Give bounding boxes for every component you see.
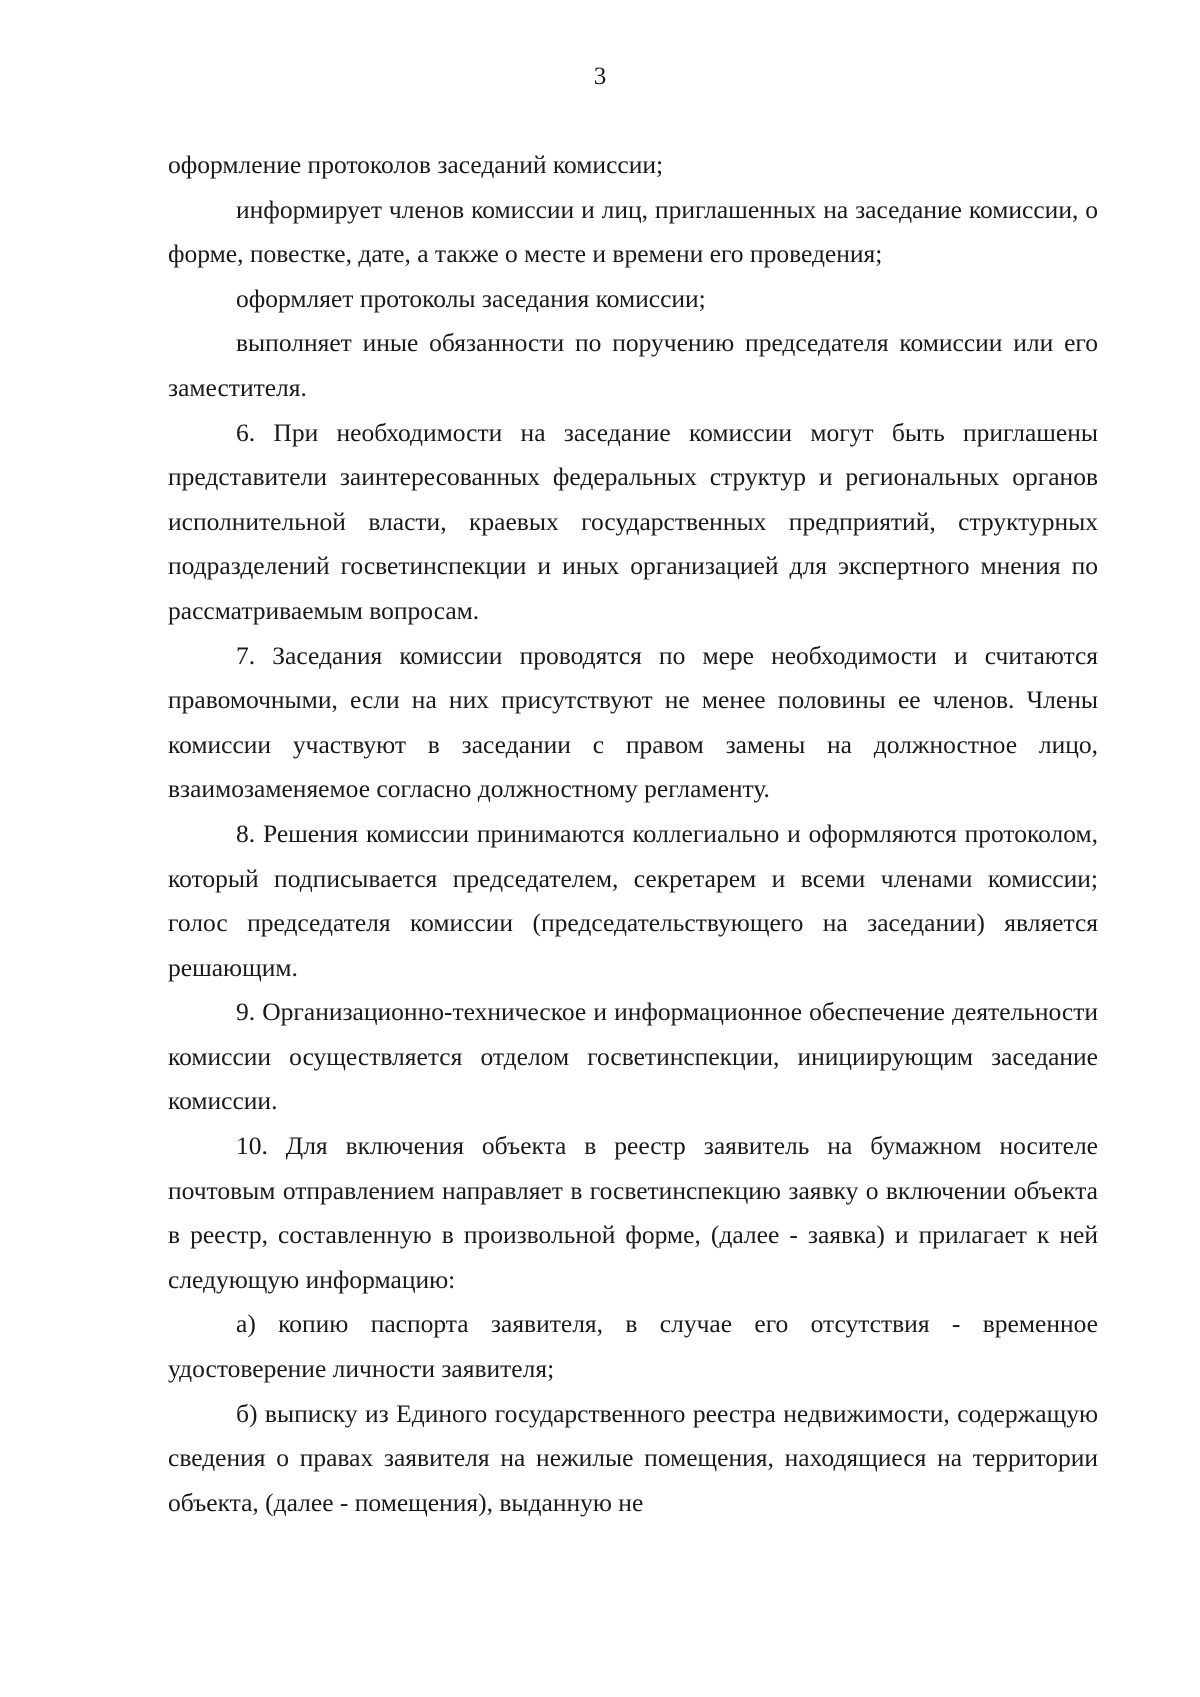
paragraph-informs-members: информирует членов комиссии и лиц, приглашенных на заседание комиссии, о форме, повестке, дате, а также о месте и времени его проведения; <box>168 194 1098 269</box>
paragraph-prepares-protocols: оформляет протоколы заседания комиссии; <box>236 283 706 313</box>
paragraph-item-10-a: а) копию паспорта заявителя, в случае его отсутствия - временное удостоверение личности заявителя; <box>168 1309 1098 1384</box>
page-number: 3 <box>593 63 607 90</box>
paragraph-other-duties: выполняет иные обязанности по поручению председателя комиссии или его заместителя. <box>168 328 1098 402</box>
paragraph-item-10: 10. Для включения объекта в реестр заявитель на бумажном носителе почтовым отправлением направляет в госветинспекцию заявку о включении объекта в реестр, составленную в произвольной форме, (далее - заявка) и прилагает к ней следующую информацию: <box>168 1131 1098 1294</box>
paragraph-item-10-b: б) выписку из Единого государственного реестра недвижимости, содержащую сведения о правах заявителя на нежилые помещения, находящиеся на территории объекта, (далее - помещения), выданную не <box>168 1398 1098 1517</box>
paragraph-protocol-formatting: оформление протоколов заседаний комиссии; <box>168 150 664 179</box>
paragraph-item-7: 7. Заседания комиссии проводятся по мере необходимости и считаются правомочными, если на них присутствуют не менее половины ее членов. Члены комиссии участвуют в заседании с правом замены на должностное лицо, взаимозаменяемое согласно должностному регламенту. <box>168 640 1098 804</box>
paragraph-item-9: 9. Организационно-техническое и информационное обеспечение деятельности комиссии осуществляется отделом госветинспекции, инициирующим заседание комиссии. <box>168 997 1098 1116</box>
paragraph-item-6: 6. При необходимости на заседание комиссии могут быть приглашены представители заинтересованных федеральных структур и региональных органов исполнительной власти, краевых государственных предприятий, структурных подразделений госветинспекции и иных организацией для экспертного мнения по рассматриваемым вопросам. <box>168 417 1098 625</box>
document-body <box>168 143 1098 1525</box>
paragraph-item-8: 8. Решения комиссии принимаются коллегиально и оформляются протоколом, который подписывается председателем, секретарем и всеми членами комиссии; голос председателя комиссии (председательствующего на заседании) является решающим. <box>168 818 1098 982</box>
